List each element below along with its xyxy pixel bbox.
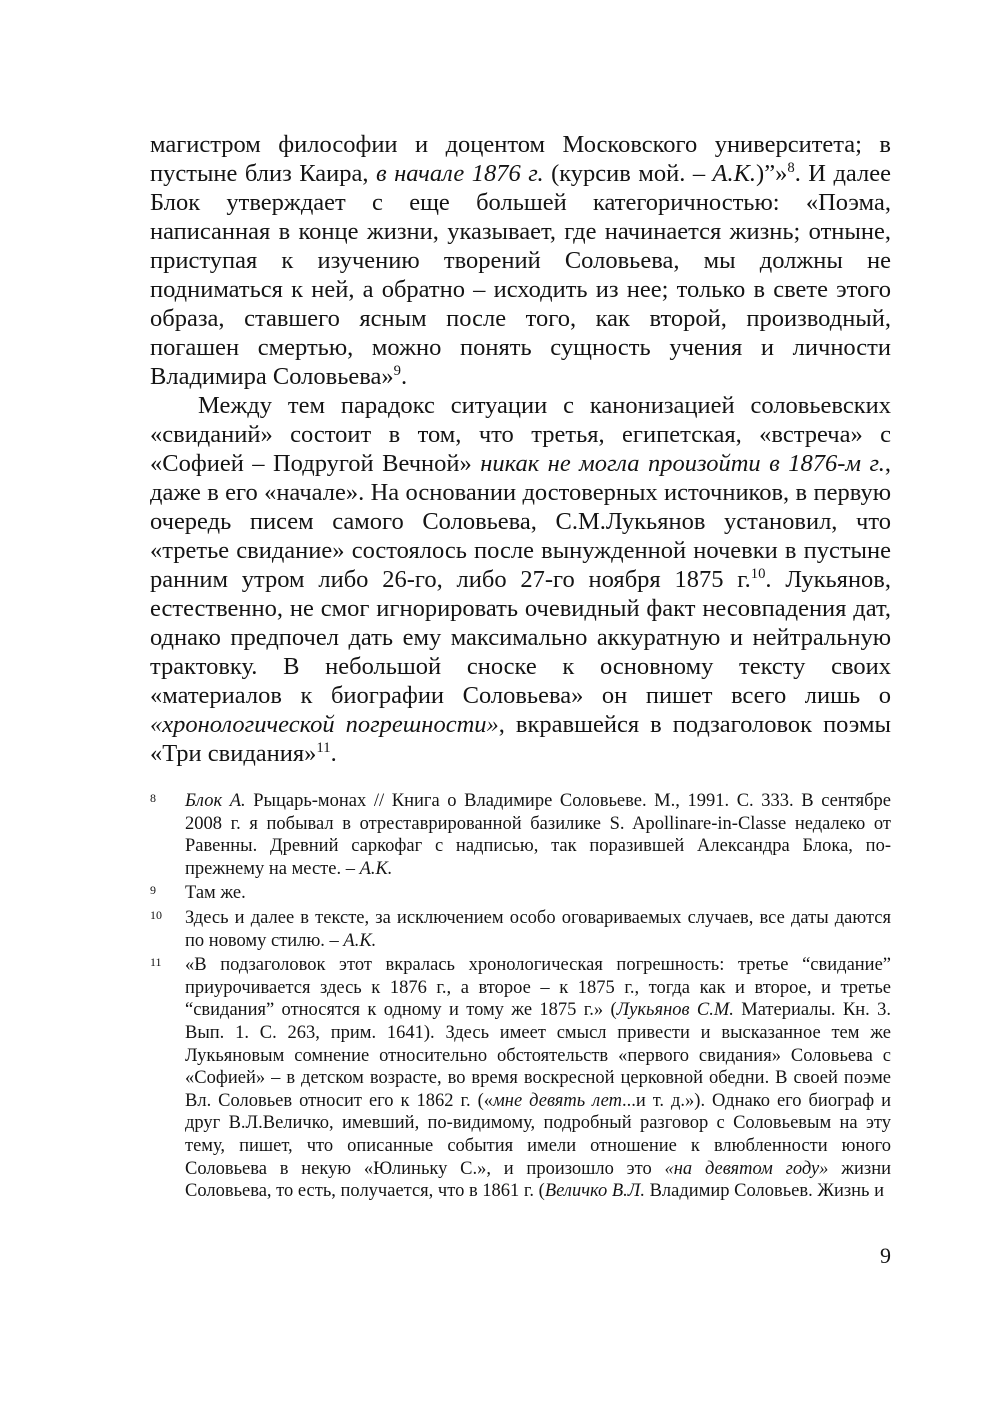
text-run: )”» — [756, 160, 788, 187]
italic-text: А.К. — [343, 930, 377, 951]
footnote-text — [185, 907, 891, 952]
italic-text: мне девять лет — [492, 1090, 622, 1111]
text-run: Там же. — [185, 883, 246, 904]
footnote-number: 9 — [150, 883, 156, 898]
footnote-number: 10 — [150, 907, 162, 922]
footnote-ref: 9 — [393, 362, 401, 379]
footnote-number: 11 — [150, 955, 162, 970]
text-run: (курсив мой. – — [543, 160, 713, 187]
italic-text: А.К. — [712, 160, 757, 187]
text-run: магистром философии и доцентом Московского университета; в пустыне близ Каира, — [150, 131, 891, 187]
italic-text: «хронологической погрешности» — [150, 711, 499, 738]
footnote-ref: 11 — [316, 739, 331, 756]
page-number: 9 — [880, 1243, 891, 1268]
page-content — [150, 130, 891, 1203]
text-run: Между тем парадокс ситуации с канонизацией соловьевских «свиданий» состоит в том, что третья, египетская, «встреча» с «Софией – Подругой Вечной» — [150, 392, 891, 477]
text-run: . — [330, 740, 337, 767]
footnotes — [150, 790, 891, 1203]
text-run: . Лукьянов, естественно, не смог игнорировать очевидный факт несовпадения дат, однако предпочел дать ему максимально аккуратную и нейтральную трактовку. В небольшой сноске к основному тексту своих «материалов к биографии Соловьева» он пишет всего лишь о — [150, 566, 891, 709]
italic-text: А.К. — [359, 858, 393, 879]
footnote-9 — [150, 882, 891, 905]
footnote-ref: 10 — [750, 565, 766, 582]
footnote-text — [185, 882, 891, 905]
footnote-ref: 8 — [787, 159, 795, 176]
text-run: . И далее Блок утверждает с еще большей категоричностью: «Поэма, написанная в конце жизни, указывает, где начинается жизнь; отныне, приступая к изучению творений Соловьева, мы должны не подниматься к ней, а обратно – исходить из нее; только в свете этого образа, ставшего ясным после того, как второй, производный, погашен смертью, можно понять сущность учения и личности Владимира Соловьева» — [150, 160, 891, 390]
footnote-8 — [150, 790, 891, 880]
text-run: Владимир Соловьев. Жизнь и — [644, 1181, 885, 1202]
text-run: жизни Соловьева, то есть, получается, что в 1861 г. ( — [185, 1158, 892, 1202]
text-run: Материалы. Кн. 3. Вып. 1. С. 263, прим. 1641). Здесь имеет смысл привести и высказанное тем же Лукьяновым сомнение относительно обстоятельств «первого свидания» Соловьева с «Софией» – в детском возрасте, во время воскресной церковной обедни. В своей поэме Вл. Соловьев относит его к 1862 г. (« — [185, 1000, 891, 1111]
footnote-10 — [150, 907, 891, 952]
text-run: , вкравшейся в подзаголовок поэмы «Три свидания» — [150, 711, 892, 767]
italic-text: в начале 1876 г. — [375, 160, 544, 187]
footnote-number: 8 — [150, 791, 156, 805]
text-run: , даже в его «начале». На основании достоверных источников, в первую очередь писем самого Соловьева, С.М.Лукьянов установил, что «третье свидание» состоялось после вынужденной ночевки в пустыне ранним утром либо 26-го, либо 27-го ноября 1875 г. — [150, 450, 891, 593]
paragraph-1 — [150, 130, 891, 391]
italic-text: Величко В.Л. — [544, 1181, 645, 1202]
text-run: «В подзаголовок этот вкралась хронологическая погрешность: третье “свидание” приурочивается здесь к 1876 г., а второе – к 1875 г., тогда как и второе, и третье “свидания” относятся к одному и тому же 1875 г.» ( — [185, 955, 891, 1021]
footnote-text — [185, 954, 891, 1203]
paragraph-2 — [150, 391, 891, 768]
italic-text: никак не могла произойти в 1876-м г. — [480, 450, 885, 477]
footnote-text — [185, 790, 891, 880]
text-run: Рыцарь-монах // Книга о Владимире Соловьеве. М., 1991. С. 333. В сентябре 2008 г. я побывал в отреставрированной базилике S. Apollinare-in-Classe недалеко от Равенны. Древний саркофаг с надписью, так поразившей Александра Блока, по-прежнему на месте. – — [185, 791, 891, 879]
main-text — [150, 130, 891, 768]
text-run: . — [400, 363, 408, 390]
italic-text: Лукьянов С.М. — [616, 1000, 734, 1021]
footnote-11 — [150, 954, 891, 1203]
italic-text: Блок А. — [185, 791, 246, 811]
text-run: ...и т. д.»). Однако его биограф и друг В.Л.Величко, имевший, по-видимому, подробный разговор с Соловьевым на эту тему, пишет, что описанные события имели отношение к влюбленности юного Соловьева в некую «Юлиньку С.», и произошло это — [185, 1090, 891, 1179]
italic-text: «на девятом году» — [664, 1158, 829, 1179]
text-run: Здесь и далее в тексте, за исключением особо оговариваемых случаев, все даты даются по новому стилю. – — [185, 907, 891, 951]
